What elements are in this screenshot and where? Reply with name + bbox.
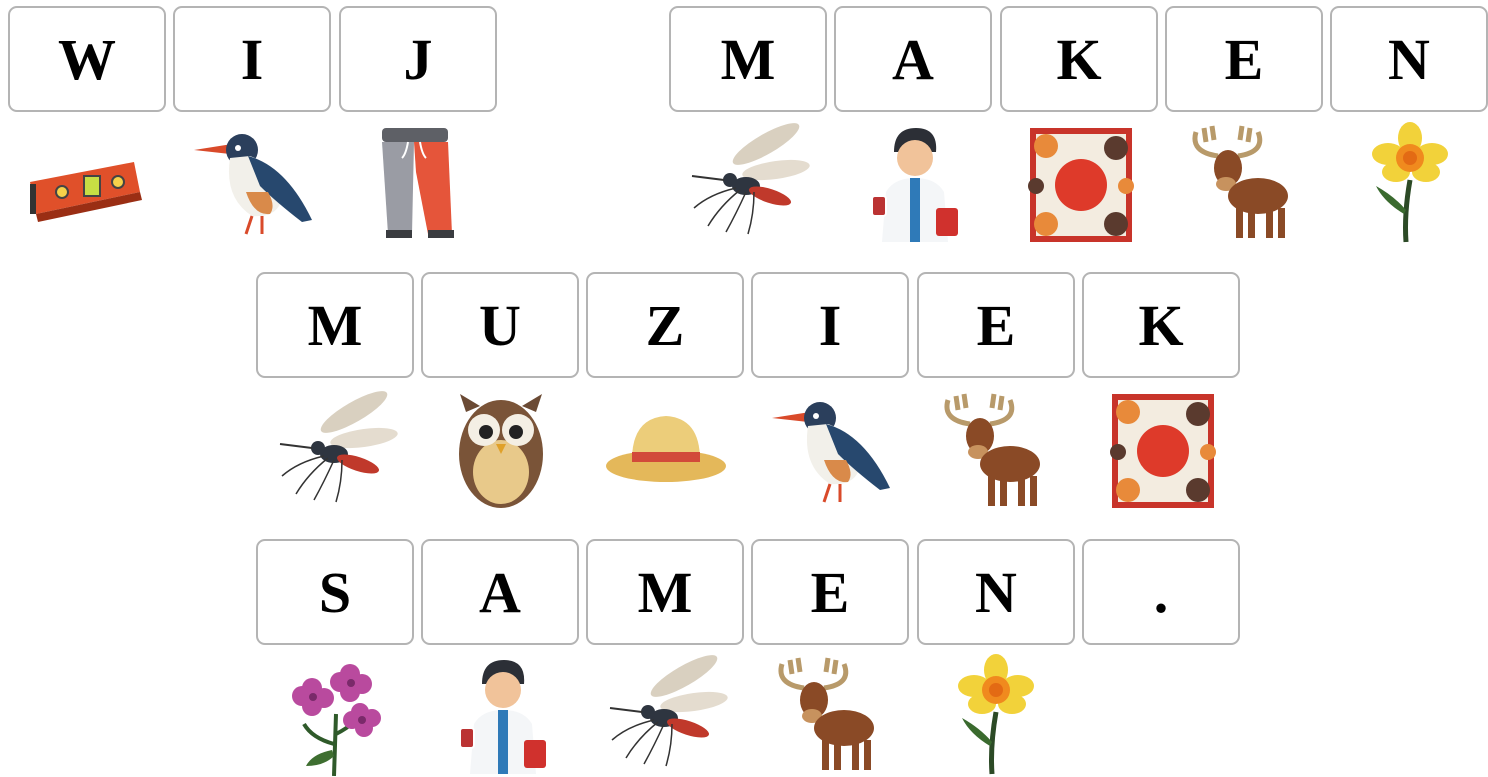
letter-tile-e: E [917, 272, 1075, 378]
pharmacist-icon [438, 654, 568, 776]
daffodil-icon [932, 654, 1062, 776]
letter-tile-a: A [834, 6, 992, 112]
polka-dot-blanket-icon [1098, 390, 1228, 512]
letter-tile-m: M [256, 272, 414, 378]
letter-tile-k: K [1082, 272, 1240, 378]
jogging-pants-icon [350, 122, 480, 244]
mosquito-icon [272, 390, 402, 512]
letter-tile-n: N [1330, 6, 1488, 112]
kingfisher-icon [768, 390, 898, 512]
letter-tile-e: E [1165, 6, 1323, 112]
mosquito-icon [684, 122, 814, 244]
letter-tile-m: M [586, 539, 744, 645]
moose-icon [934, 390, 1064, 512]
letter-tile-i: I [751, 272, 909, 378]
moose-icon [768, 654, 898, 776]
letter-tile-e: E [751, 539, 909, 645]
letter-tile-z: Z [586, 272, 744, 378]
phlox-flowers-icon [272, 654, 402, 776]
letter-tile-u: U [421, 272, 579, 378]
punctuation-tile-period: . [1082, 539, 1240, 645]
letter-tile-s: S [256, 539, 414, 645]
mosquito-icon [602, 654, 732, 776]
sun-hat-icon [602, 390, 732, 512]
letter-tile-a: A [421, 539, 579, 645]
letter-tile-n: N [917, 539, 1075, 645]
letter-tile-j: J [339, 6, 497, 112]
pharmacist-icon [850, 122, 980, 244]
kingfisher-icon [190, 122, 320, 244]
letter-tile-w: W [8, 6, 166, 112]
daffodil-icon [1346, 122, 1476, 244]
letter-tile-k: K [1000, 6, 1158, 112]
polka-dot-blanket-icon [1016, 124, 1146, 246]
owl-icon [436, 390, 566, 512]
letter-tile-m: M [669, 6, 827, 112]
moose-icon [1182, 122, 1312, 244]
letter-tile-i: I [173, 6, 331, 112]
spirit-level-icon [22, 124, 152, 246]
